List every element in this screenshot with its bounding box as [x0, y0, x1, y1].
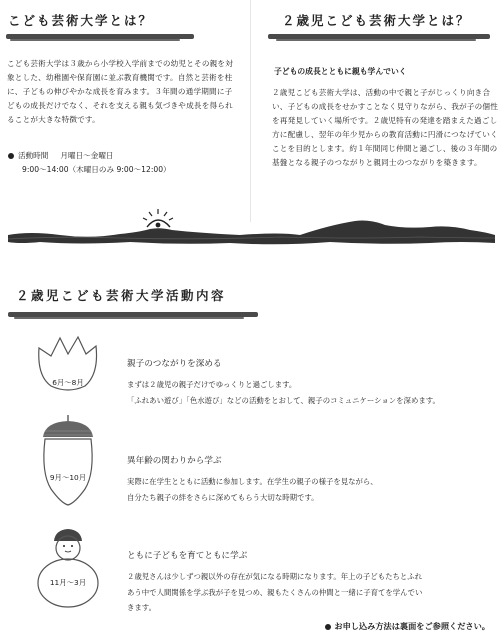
activity-body-2: [127, 474, 378, 505]
application-note: [325, 621, 490, 632]
activities-section-title: ２歳児こども芸術大学活動内容: [16, 288, 227, 303]
activity-body-3: [127, 569, 422, 616]
activity-title-1: 親子のつながりを深める: [127, 359, 222, 369]
activity-body-line: きます。: [127, 603, 156, 612]
about-2yo-title: ２歳児こども芸術大学とは？: [282, 13, 471, 28]
title-brush-underline-thin: [276, 39, 476, 41]
acorn-icon: [33, 413, 103, 513]
period-label-2: 9月～10月: [49, 473, 87, 482]
period-label-1: 6月～8月: [52, 378, 84, 387]
activity-title-2: 異年齢の関わりから学ぶ: [127, 456, 222, 466]
sun-icon: [143, 209, 173, 227]
activity-body-line: 自分たち親子の絆をさらに深めてもらう大切な時期です。: [127, 492, 319, 502]
hours-days: 月曜日～金曜日: [60, 151, 114, 160]
about-title: こども芸術大学とは？: [8, 13, 154, 28]
activity-hours: [8, 149, 171, 177]
activity-body-1: [127, 377, 440, 408]
activity-body-line: まずは２歳児の親子だけでゆっくりと過ごします。: [127, 380, 297, 389]
hours-label: 活動時間: [18, 151, 49, 160]
snowman-icon: [28, 525, 108, 611]
application-note-text: お申し込み方法は裏面をご参照ください。: [334, 621, 490, 631]
activity-body-line: ２歳児さんは少しずつ親以外の存在が気になる時期になります。年上の子どもたちとふれ: [127, 572, 423, 581]
column-divider: [250, 0, 251, 222]
landscape-divider-illustration: [0, 205, 500, 249]
about-2yo-subtitle: 子どもの成長とともに親も学んでいく: [274, 67, 407, 76]
activity-body-line: 実際に在学生とともに活動に参加します。在学生の親子の様子を見ながら、: [127, 477, 378, 486]
about-2yo-paragraph: ２歳児こども芸術大学は、活動の中で親と子がじっくり向き合い、子どもの成長をせかすことなく見守りながら、我が子の個性を再発見していく場所です。２歳児特有の発達を踏まえた過ごし方に配慮し、翌年の年少児からの教育活動に円滑につなげていくことを目的とします。約１年間同じ仲間と過ごし、後の３年間の基盤となる親子のつながりと親同士のつながりを築きます。: [272, 88, 499, 167]
activity-body-line: 「ふれあい遊び」「色水遊び」などの活動をとおして、親子のコミュニケーションを深めます。: [127, 395, 440, 405]
activity-body-line: あう中で人間関係を学ぶ我が子を見つめ、親もたくさんの仲間と一緒に子育てを学んでい: [127, 587, 423, 597]
section-brush-underline-thin: [14, 317, 244, 319]
title-brush-underline-thin: [10, 39, 180, 41]
bullet-icon: [8, 153, 14, 159]
hours-time: 9:00～14:00（木曜日のみ 9:00～12:00）: [22, 165, 171, 174]
activity-title-3: ともに子どもを育てともに学ぶ: [127, 551, 248, 561]
about-paragraph: こども芸術大学は３歳から小学校入学前までの幼児とその親を対象とした、幼稚園や保育園に並ぶ教育機関です。自然と芸術を柱に、子どもの伸びやかな成長を育みます。３年間の通学期間に子どもの成長だけでなく、それを支える親も気づきや成長を得られることが大きな特徴です。: [7, 59, 234, 124]
period-label-3: 11月～3月: [49, 578, 87, 587]
bullet-icon: [325, 624, 331, 630]
